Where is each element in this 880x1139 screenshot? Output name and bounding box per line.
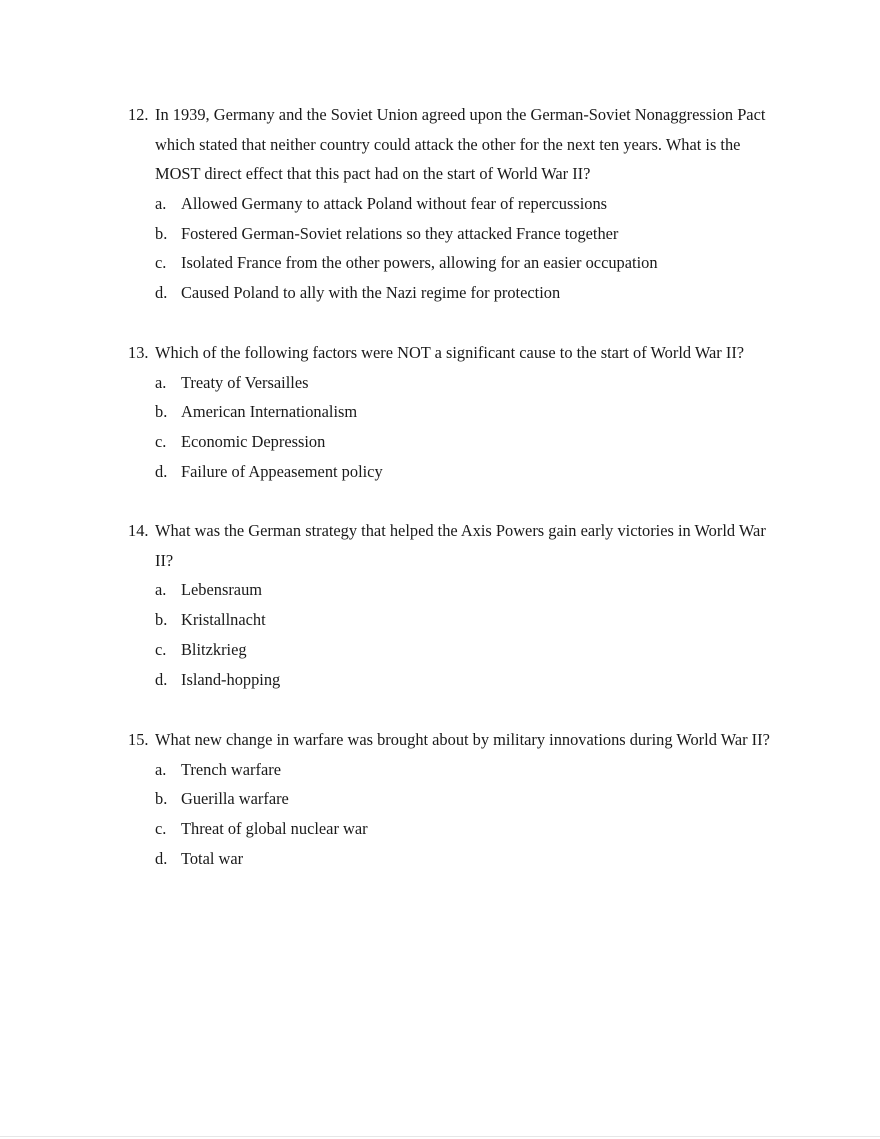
answer-option: [128, 397, 788, 427]
option-letter: b.: [155, 223, 168, 243]
option-text: Island-hopping: [181, 669, 281, 689]
question-stem: [128, 100, 788, 189]
option-letter: c.: [155, 253, 167, 273]
option-letter: c.: [155, 432, 167, 452]
question-text: What new change in warfare was brought about by military innovations during World War II?: [155, 730, 770, 749]
answer-option: [128, 427, 788, 457]
option-letter: d.: [155, 848, 168, 868]
answer-options: [128, 189, 788, 308]
question-stem: [128, 725, 788, 755]
option-text: Allowed Germany to attack Poland without fear of repercussions: [181, 193, 608, 213]
option-letter: d.: [155, 283, 168, 303]
option-text: Blitzkrieg: [181, 639, 247, 659]
question-number: 14.: [128, 521, 149, 540]
option-text: Economic Depression: [181, 432, 326, 452]
question-text: In 1939, Germany and the Soviet Union agreed upon the German-Soviet Nonaggression Pact which stated that neither country could attack the other for the next ten years. What is the MOST direct effect that this pact had on the start of World War II?: [155, 105, 766, 184]
option-text: Threat of global nuclear war: [181, 819, 368, 839]
option-letter: d.: [155, 669, 168, 689]
option-letter: c.: [155, 819, 167, 839]
answer-option: [128, 814, 788, 844]
answer-option: [128, 457, 788, 487]
option-text: Kristallnacht: [181, 609, 266, 629]
answer-option: [128, 844, 788, 874]
question-12: [128, 100, 788, 308]
option-letter: c.: [155, 639, 167, 659]
option-letter: b.: [155, 789, 168, 809]
question-stem: [128, 338, 788, 368]
question-14: [128, 516, 788, 694]
option-text: Caused Poland to ally with the Nazi regime for protection: [181, 283, 561, 303]
option-text: Isolated France from the other powers, allowing for an easier occupation: [181, 253, 658, 273]
answer-options: [128, 755, 788, 874]
option-text: Trench warfare: [181, 759, 281, 779]
option-text: Treaty of Versailles: [181, 372, 309, 392]
question-number: 12.: [128, 105, 149, 124]
option-letter: a.: [155, 193, 167, 213]
option-letter: a.: [155, 759, 167, 779]
question-stem: [128, 516, 788, 575]
question-15: [128, 725, 788, 874]
option-text: Guerilla warfare: [181, 789, 289, 809]
question-13: [128, 338, 788, 487]
page-edge-divider: [0, 1136, 880, 1137]
answer-option: [128, 219, 788, 249]
answer-option: [128, 635, 788, 665]
answer-option: [128, 755, 788, 785]
option-letter: b.: [155, 402, 168, 422]
answer-option: [128, 665, 788, 695]
question-text: Which of the following factors were NOT a significant cause to the start of World War II?: [155, 343, 745, 362]
question-number: 15.: [128, 730, 149, 749]
option-letter: a.: [155, 580, 167, 600]
answer-options: [128, 575, 788, 694]
option-text: Lebensraum: [181, 580, 263, 600]
option-letter: b.: [155, 609, 168, 629]
option-letter: d.: [155, 461, 168, 481]
answer-options: [128, 368, 788, 487]
question-text: What was the German strategy that helped the Axis Powers gain early victories in World War II?: [155, 521, 766, 570]
answer-option: [128, 248, 788, 278]
answer-option: [128, 189, 788, 219]
option-text: Failure of Appeasement policy: [181, 461, 383, 481]
option-text: American Internationalism: [181, 402, 358, 422]
question-number: 13.: [128, 343, 149, 362]
answer-option: [128, 605, 788, 635]
answer-option: [128, 368, 788, 398]
answer-option: [128, 784, 788, 814]
option-text: Fostered German-Soviet relations so they attacked France together: [181, 223, 619, 243]
option-letter: a.: [155, 372, 167, 392]
option-text: Total war: [181, 848, 244, 868]
answer-option: [128, 575, 788, 605]
answer-option: [128, 278, 788, 308]
